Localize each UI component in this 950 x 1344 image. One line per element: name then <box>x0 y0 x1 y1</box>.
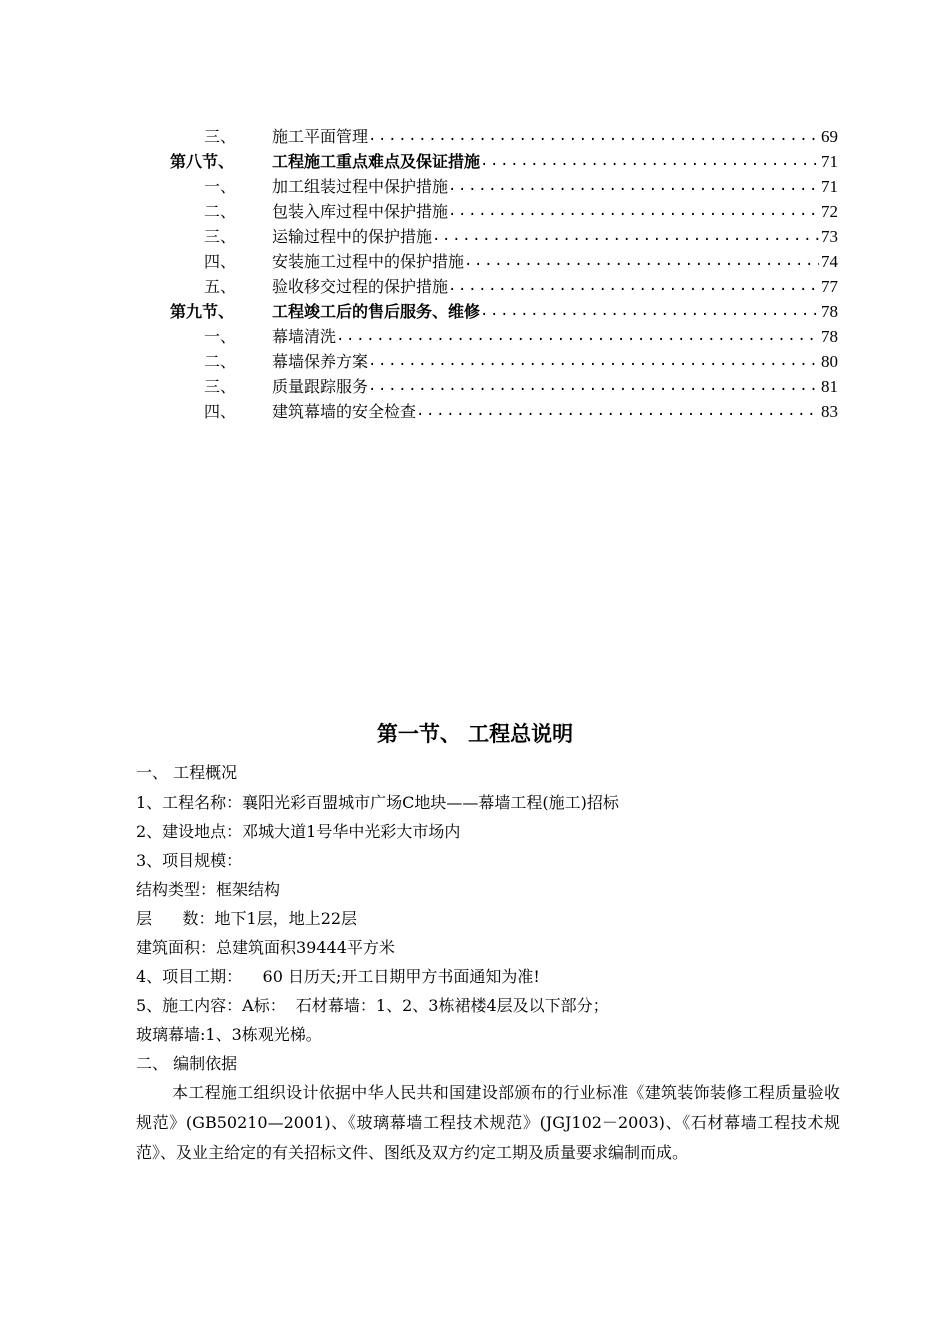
toc-dot-leader <box>448 274 819 299</box>
toc-entry-title: 质量跟踪服务 <box>272 377 369 396</box>
toc-entry-title: 包装入库过程中保护措施 <box>272 202 449 221</box>
toc-dot-leader <box>448 174 819 199</box>
toc-dot-leader <box>368 374 819 399</box>
toc-dot-leader <box>368 349 819 374</box>
toc-entry-page: 69 <box>821 127 838 146</box>
toc-entry-page: 74 <box>821 252 838 271</box>
toc-entry-number: 第八节、 <box>170 152 235 171</box>
toc-entry[interactable] <box>0 199 950 224</box>
scope-glass-line: 玻璃幕墙:1、3栋观光梯。 <box>136 1025 322 1044</box>
toc-dot-leader <box>432 224 819 249</box>
toc-entry[interactable] <box>0 124 950 149</box>
toc-entry-number: 五、 <box>204 277 237 296</box>
toc-entry[interactable] <box>0 224 950 249</box>
toc-entry-number: 三、 <box>204 227 237 246</box>
toc-entry-number: 四、 <box>204 402 237 421</box>
duration-line: 4、项目工期： 60 日历天;开工日期甲方书面通知为准! <box>136 967 540 986</box>
toc-entry-page: 78 <box>821 327 838 346</box>
toc-entry-title: 验收移交过程的保护措施 <box>272 277 449 296</box>
toc-entry-title: 幕墙保养方案 <box>272 352 369 371</box>
overview-heading: 一、 工程概况 <box>136 763 238 782</box>
toc-dot-leader <box>480 149 819 174</box>
floors-line: 层 数：地下1层，地上22层 <box>136 909 358 928</box>
toc-entry[interactable] <box>0 374 950 399</box>
table-of-contents <box>0 124 950 424</box>
toc-dot-leader <box>416 399 819 424</box>
toc-entry-title: 建筑幕墙的安全检查 <box>272 402 417 421</box>
toc-entry-page: 77 <box>821 277 838 296</box>
toc-entry-page: 83 <box>821 402 838 421</box>
toc-entry-number: 二、 <box>204 202 237 221</box>
toc-entry-title: 安装施工过程中的保护措施 <box>272 252 465 271</box>
toc-section-entry[interactable] <box>0 299 950 324</box>
toc-entry-number: 二、 <box>204 352 237 371</box>
location-line: 2、建设地点：邓城大道1号华中光彩大市场内 <box>136 822 461 841</box>
toc-entry[interactable] <box>0 324 950 349</box>
toc-entry-number: 一、 <box>204 177 237 196</box>
structure-line: 结构类型：框架结构 <box>136 880 281 899</box>
basis-paragraph: 本工程施工组织设计依据中华人民共和国建设部颁布的行业标准《建筑装饰装修工程质量验收规范》(GB50210—2001)、《玻璃幕墙工程技术规范》(JGJ102－2003)、《石材幕墙工程技术规范》、及业主给定的有关招标文件、图纸及双方约定工期及质量要求编制而成。 <box>136 1083 840 1162</box>
toc-dot-leader <box>464 249 819 274</box>
scope-line: 5、施工内容：A标： 石材幕墙：1、2、3栋裙楼4层及以下部分； <box>136 996 609 1015</box>
toc-entry[interactable] <box>0 274 950 299</box>
toc-entry-page: 78 <box>821 302 838 321</box>
toc-entry-number: 第九节、 <box>170 302 235 321</box>
toc-entry-title: 幕墙清洗 <box>272 327 337 346</box>
toc-entry-number: 三、 <box>204 377 237 396</box>
toc-entry[interactable] <box>0 249 950 274</box>
toc-entry-title: 施工平面管理 <box>272 127 369 146</box>
toc-entry-title: 运输过程中的保护措施 <box>272 227 433 246</box>
section-heading: 第一节、 工程总说明 <box>376 722 574 746</box>
toc-dot-leader <box>336 324 819 349</box>
toc-entry-page: 72 <box>821 202 838 221</box>
toc-entry[interactable] <box>0 174 950 199</box>
toc-entry-title: 工程施工重点难点及保证措施 <box>272 152 481 171</box>
toc-entry-number: 四、 <box>204 252 237 271</box>
toc-entry[interactable] <box>0 349 950 374</box>
scale-label-line: 3、项目规模： <box>136 851 243 870</box>
toc-dot-leader <box>448 199 819 224</box>
toc-entry-page: 71 <box>821 152 838 171</box>
toc-entry-title: 加工组装过程中保护措施 <box>272 177 449 196</box>
toc-entry-number: 三、 <box>204 127 237 146</box>
toc-section-entry[interactable] <box>0 149 950 174</box>
toc-entry-page: 81 <box>821 377 838 396</box>
toc-dot-leader <box>480 299 819 324</box>
area-line: 建筑面积：总建筑面积39444平方米 <box>136 938 395 957</box>
toc-entry-number: 一、 <box>204 327 237 346</box>
toc-entry-page: 71 <box>821 177 838 196</box>
toc-entry-page: 80 <box>821 352 838 371</box>
toc-entry-title: 工程竣工后的售后服务、维修 <box>272 302 481 321</box>
toc-dot-leader <box>368 124 819 149</box>
toc-entry[interactable] <box>0 399 950 424</box>
basis-heading: 二、 编制依据 <box>136 1054 238 1073</box>
toc-entry-page: 73 <box>821 227 838 246</box>
project-name-line: 1、工程名称：襄阳光彩百盟城市广场C地块——幕墙工程(施工)招标 <box>136 793 619 812</box>
